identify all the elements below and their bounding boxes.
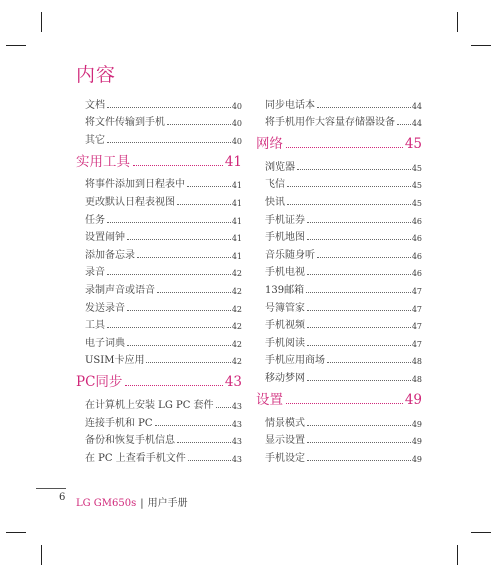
dot-leader — [125, 385, 222, 386]
toc-entry-page: 42 — [231, 322, 242, 332]
footer-guide: 用户手册 — [147, 498, 188, 509]
toc-entry-page: 41 — [231, 234, 242, 244]
toc-entry-page: 46 — [411, 234, 422, 244]
toc-entry-page: 48 — [411, 374, 422, 384]
toc-entry-page: 40 — [231, 101, 242, 111]
toc-entry-label: 手机证券 — [265, 214, 305, 226]
toc-entry-page: 49 — [411, 419, 422, 429]
toc-entry[interactable] — [76, 93, 242, 111]
toc-entry-label: 移动梦网 — [265, 372, 305, 384]
toc-section-heading-page: 41 — [224, 153, 242, 170]
dot-leader — [177, 442, 231, 443]
dot-leader — [155, 425, 231, 426]
dot-leader — [286, 403, 403, 404]
toc-entry[interactable] — [256, 411, 422, 429]
toc-entry-label: 电子词典 — [85, 337, 125, 349]
toc-section-heading-label: 网络 — [256, 136, 283, 153]
toc-section-heading-page: 45 — [404, 136, 422, 153]
toc-entry[interactable] — [256, 155, 422, 173]
toc-entry-label: 音乐随身听 — [265, 249, 315, 261]
dot-leader — [127, 345, 231, 346]
toc-entry-label: 更改默认日程表视图 — [85, 196, 175, 208]
dot-leader — [107, 142, 231, 143]
toc-entry-label: 号簿管家 — [265, 302, 305, 314]
toc-entry[interactable] — [76, 261, 242, 279]
toc-entry-page: 42 — [231, 304, 242, 314]
toc-entry-page: 48 — [411, 357, 422, 367]
toc-entry[interactable] — [256, 278, 422, 296]
toc-entry-label: 发送录音 — [85, 302, 125, 314]
toc-entry-page: 41 — [231, 198, 242, 208]
crop-mark — [6, 532, 26, 533]
toc-entry[interactable] — [76, 331, 242, 349]
toc-entry-label: USIM卡应用 — [85, 355, 145, 367]
footer-text — [76, 494, 188, 509]
footer-separator: | — [140, 498, 144, 509]
toc-entry-label: 飞信 — [265, 179, 285, 191]
toc-entry[interactable] — [256, 446, 422, 464]
dot-leader — [187, 186, 231, 187]
dot-leader — [317, 257, 411, 258]
toc-entry[interactable] — [256, 429, 422, 447]
toc-section-heading[interactable] — [256, 388, 422, 408]
toc-entry-label: 备份和恢复手机信息 — [85, 435, 175, 447]
toc-entry[interactable] — [76, 190, 242, 208]
dot-leader — [177, 204, 231, 205]
dot-leader — [107, 274, 231, 275]
dot-leader — [307, 327, 411, 328]
toc-entry[interactable] — [256, 226, 422, 244]
toc-entry[interactable] — [256, 190, 422, 208]
toc-entry-label: 将手机用作大容量存储器设备 — [265, 117, 395, 129]
toc-entry-page: 43 — [231, 437, 242, 447]
toc-entry-page: 49 — [411, 454, 422, 464]
dot-leader — [307, 222, 411, 223]
dot-leader — [133, 165, 223, 166]
toc-entry-page: 47 — [411, 339, 422, 349]
toc-entry-page: 42 — [231, 286, 242, 296]
toc-section-heading-page: 49 — [404, 391, 422, 408]
toc-entry-page: 47 — [411, 286, 422, 296]
toc-entry-label: 设置闹钟 — [85, 232, 125, 244]
toc-section-heading-label: PC同步 — [76, 374, 123, 391]
dot-leader — [287, 204, 411, 205]
toc-entry-page: 41 — [231, 216, 242, 226]
toc-entry[interactable] — [256, 296, 422, 314]
toc-entry[interactable] — [76, 296, 242, 314]
dot-leader — [137, 257, 231, 258]
dot-leader — [107, 327, 231, 328]
dot-leader — [287, 186, 411, 187]
toc-entry[interactable] — [76, 208, 242, 226]
toc-entry-page: 45 — [411, 198, 422, 208]
dot-leader — [306, 292, 411, 293]
dot-leader — [286, 147, 403, 148]
footer-rule — [36, 488, 66, 489]
toc-entry-label: 工具 — [85, 320, 105, 332]
toc-entry[interactable] — [76, 128, 242, 146]
toc-entry[interactable] — [76, 411, 242, 429]
dot-leader — [307, 460, 411, 461]
toc-left-column — [76, 93, 242, 464]
dot-leader — [327, 362, 411, 363]
dot-leader — [188, 460, 231, 461]
toc-entry-label: 连接手机和 PC — [85, 417, 153, 429]
toc-entry[interactable] — [256, 349, 422, 367]
crop-mark — [471, 45, 491, 46]
toc-entry-label: 139邮箱 — [265, 284, 305, 296]
toc-entry-label: 录制声音或语音 — [85, 284, 155, 296]
dot-leader — [307, 442, 411, 443]
crop-mark — [41, 12, 42, 32]
toc-entry[interactable] — [256, 331, 422, 349]
dot-leader — [307, 274, 411, 275]
toc-entry[interactable] — [76, 111, 242, 129]
dot-leader — [216, 407, 231, 408]
dot-leader — [127, 310, 231, 311]
toc-entry-page: 45 — [411, 181, 422, 191]
toc-entry[interactable] — [256, 261, 422, 279]
toc-entry-label: 手机地图 — [265, 232, 305, 244]
dot-leader — [397, 124, 411, 125]
toc-entry[interactable] — [256, 314, 422, 332]
dot-leader — [297, 169, 411, 170]
toc-entry[interactable] — [76, 314, 242, 332]
toc-entry-page: 41 — [231, 181, 242, 191]
toc-right-column — [256, 93, 422, 464]
toc-entry-page: 47 — [411, 322, 422, 332]
toc-entry-page: 49 — [411, 437, 422, 447]
crop-mark — [6, 45, 26, 46]
toc-entry-label: 录音 — [85, 267, 105, 279]
toc-entry-label: 其它 — [85, 134, 105, 146]
dot-leader — [307, 425, 411, 426]
crop-mark — [457, 12, 458, 32]
toc-entry-page: 42 — [231, 269, 242, 279]
toc-entry[interactable] — [256, 111, 422, 129]
toc-entry-page: 42 — [231, 339, 242, 349]
toc-section-heading[interactable] — [76, 150, 242, 170]
toc-entry-page: 40 — [231, 119, 242, 129]
toc-entry-page: 40 — [231, 136, 242, 146]
dot-leader — [127, 239, 231, 240]
page-number: 6 — [59, 492, 66, 503]
toc-entry-label: 添加备忘录 — [85, 249, 135, 261]
toc-entry-label: 手机阅读 — [265, 337, 305, 349]
toc-entry[interactable] — [256, 173, 422, 191]
toc-entry-page: 46 — [411, 269, 422, 279]
toc-entry-page: 42 — [231, 357, 242, 367]
dot-leader — [107, 222, 231, 223]
toc-entry[interactable] — [76, 429, 242, 447]
toc-entry-page: 47 — [411, 304, 422, 314]
toc-entry-page: 43 — [231, 454, 242, 464]
toc-section-heading-label: 设置 — [256, 391, 283, 408]
toc-entry[interactable] — [256, 93, 422, 111]
toc-entry-label: 同步电话本 — [265, 99, 315, 111]
dot-leader — [107, 107, 231, 108]
crop-mark — [471, 532, 491, 533]
toc-entry[interactable] — [76, 278, 242, 296]
toc-entry-label: 在 PC 上查看手机文件 — [85, 452, 186, 464]
toc-entry-label: 情景模式 — [265, 417, 305, 429]
toc-entry-page: 46 — [411, 216, 422, 226]
toc-entry-label: 浏览器 — [265, 161, 295, 173]
toc-entry-page: 44 — [411, 101, 422, 111]
toc-entry-label: 在计算机上安装 LG PC 套件 — [85, 399, 214, 411]
toc-entry[interactable] — [76, 243, 242, 261]
toc-entry[interactable] — [256, 243, 422, 261]
toc-entry-label: 显示设置 — [265, 435, 305, 447]
dot-leader — [307, 380, 411, 381]
toc-entry-page: 44 — [411, 119, 422, 129]
page-title: 内容 — [76, 64, 117, 86]
toc-entry-label: 手机设定 — [265, 452, 305, 464]
toc-entry-label: 手机视频 — [265, 320, 305, 332]
toc-entry-page: 45 — [411, 163, 422, 173]
dot-leader — [157, 292, 231, 293]
toc-section-heading[interactable] — [76, 370, 242, 390]
toc-section-heading[interactable] — [256, 132, 422, 152]
toc-entry[interactable] — [76, 446, 242, 464]
toc-section-heading-page: 43 — [224, 374, 242, 391]
footer-product: LG GM650s — [76, 498, 137, 509]
toc-entry[interactable] — [76, 393, 242, 411]
toc-entry-label: 手机电视 — [265, 267, 305, 279]
toc-section-heading-label: 实用工具 — [76, 153, 130, 170]
toc-entry[interactable] — [256, 366, 422, 384]
toc-entry-label: 将文件传输到手机 — [85, 117, 165, 129]
toc-entry-page: 46 — [411, 251, 422, 261]
crop-mark — [457, 545, 458, 565]
toc-entry[interactable] — [76, 226, 242, 244]
toc-entry-page: 43 — [231, 419, 242, 429]
dot-leader — [167, 124, 231, 125]
dot-leader — [317, 107, 411, 108]
toc-entry-label: 文档 — [85, 99, 105, 111]
dot-leader — [146, 362, 230, 363]
toc-entry[interactable] — [256, 208, 422, 226]
toc-entry[interactable] — [76, 349, 242, 367]
toc-entry-page: 41 — [231, 251, 242, 261]
toc-entry[interactable] — [76, 173, 242, 191]
dot-leader — [307, 310, 411, 311]
toc-entry-label: 任务 — [85, 214, 105, 226]
toc-entry-page: 43 — [231, 401, 242, 411]
toc-entry-label: 快讯 — [265, 196, 285, 208]
toc-entry-label: 手机应用商场 — [265, 355, 325, 367]
toc-entry-label: 将事件添加到日程表中 — [85, 179, 185, 191]
dot-leader — [307, 239, 411, 240]
dot-leader — [307, 345, 411, 346]
crop-mark — [41, 545, 42, 565]
